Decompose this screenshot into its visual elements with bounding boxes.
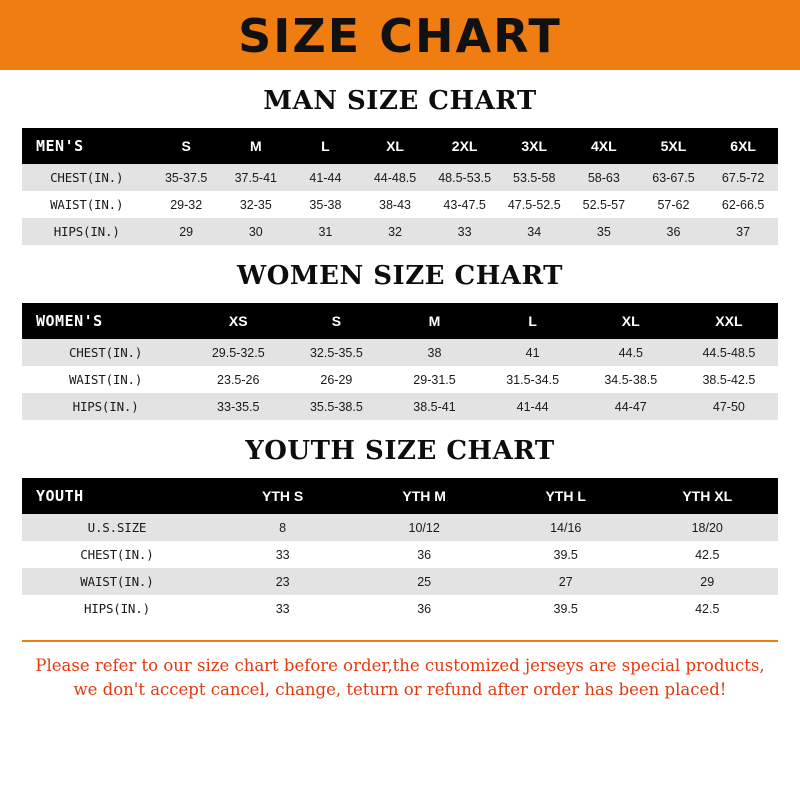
table-cell: 10/12 [353, 514, 495, 541]
table-cell: 33 [212, 595, 354, 622]
table-row [22, 595, 778, 622]
table-cell: 63-67.5 [639, 164, 709, 191]
table-cell: 14/16 [495, 514, 637, 541]
table-cell: 27 [495, 568, 637, 595]
table-cell: 33-35.5 [189, 393, 287, 420]
table-cell: 42.5 [636, 541, 778, 568]
table-cell: 32-35 [221, 191, 291, 218]
table-header-row [22, 128, 778, 164]
women-table-body [22, 339, 778, 420]
header-band [0, 0, 800, 70]
youth-col-l: YTH L [495, 478, 637, 514]
chart-content [0, 86, 800, 702]
women-col-xxl: XXL [680, 303, 778, 339]
table-cell: 47.5-52.5 [499, 191, 569, 218]
youth-col-s: YTH S [212, 478, 354, 514]
man-col-l: L [291, 128, 361, 164]
man-col-4xl: 4XL [569, 128, 639, 164]
man-row-head: MEN'S [22, 128, 151, 164]
youth-size-table [22, 478, 778, 622]
table-row [22, 366, 778, 393]
section-title-youth: YOUTH SIZE CHART [245, 436, 555, 466]
table-cell: 36 [639, 218, 709, 245]
section-title-women: WOMEN SIZE CHART [237, 261, 563, 291]
table-row [22, 164, 778, 191]
table-cell: 37.5-41 [221, 164, 291, 191]
table-cell: 29 [636, 568, 778, 595]
table-cell: 42.5 [636, 595, 778, 622]
women-col-xl: XL [582, 303, 680, 339]
table-cell: 8 [212, 514, 354, 541]
youth-row-label-chest: CHEST(IN.) [22, 541, 212, 568]
table-header-row [22, 303, 778, 339]
section-man [22, 86, 778, 245]
table-cell: 34.5-38.5 [582, 366, 680, 393]
table-cell: 35-38 [291, 191, 361, 218]
man-row-label-chest: CHEST(IN.) [22, 164, 151, 191]
table-cell: 62-66.5 [708, 191, 778, 218]
table-row [22, 514, 778, 541]
table-row [22, 339, 778, 366]
man-col-m: M [221, 128, 291, 164]
table-cell: 25 [353, 568, 495, 595]
footer-note [22, 640, 778, 702]
table-cell: 67.5-72 [708, 164, 778, 191]
man-col-3xl: 3XL [499, 128, 569, 164]
table-row [22, 393, 778, 420]
table-cell: 32 [360, 218, 430, 245]
table-cell: 38.5-41 [385, 393, 483, 420]
youth-col-xl: YTH XL [636, 478, 778, 514]
youth-col-m: YTH M [353, 478, 495, 514]
table-cell: 41-44 [291, 164, 361, 191]
youth-row-label-hips: HIPS(IN.) [22, 595, 212, 622]
footer-note-line-1: Please refer to our size chart before order,the customized jerseys are special products, [35, 656, 765, 675]
table-cell: 35-37.5 [151, 164, 221, 191]
women-col-m: M [385, 303, 483, 339]
footer-note-line-2: we don't accept cancel, change, teturn or refund after order has been placed! [73, 679, 727, 699]
table-cell: 29-31.5 [385, 366, 483, 393]
table-cell: 52.5-57 [569, 191, 639, 218]
table-cell: 31.5-34.5 [484, 366, 582, 393]
man-col-5xl: 5XL [639, 128, 709, 164]
table-header-row [22, 478, 778, 514]
table-cell: 32.5-35.5 [287, 339, 385, 366]
table-cell: 30 [221, 218, 291, 245]
table-cell: 35 [569, 218, 639, 245]
table-cell: 47-50 [680, 393, 778, 420]
youth-row-head: YOUTH [22, 478, 212, 514]
table-cell: 29.5-32.5 [189, 339, 287, 366]
women-row-label-chest: CHEST(IN.) [22, 339, 189, 366]
table-cell: 44.5 [582, 339, 680, 366]
table-row [22, 568, 778, 595]
table-cell: 37 [708, 218, 778, 245]
table-cell: 35.5-38.5 [287, 393, 385, 420]
table-cell: 44-47 [582, 393, 680, 420]
youth-table-head [22, 478, 778, 514]
table-cell: 41-44 [484, 393, 582, 420]
table-row [22, 218, 778, 245]
table-cell: 48.5-53.5 [430, 164, 500, 191]
table-cell: 39.5 [495, 541, 637, 568]
table-cell: 29 [151, 218, 221, 245]
women-row-label-hips: HIPS(IN.) [22, 393, 189, 420]
table-cell: 34 [499, 218, 569, 245]
man-table-body [22, 164, 778, 245]
man-col-2xl: 2XL [430, 128, 500, 164]
table-cell: 53.5-58 [499, 164, 569, 191]
women-col-s: S [287, 303, 385, 339]
table-cell: 36 [353, 595, 495, 622]
women-row-head: WOMEN'S [22, 303, 189, 339]
women-col-l: L [484, 303, 582, 339]
section-youth [22, 436, 778, 622]
table-cell: 41 [484, 339, 582, 366]
table-row [22, 191, 778, 218]
table-cell: 58-63 [569, 164, 639, 191]
man-row-label-waist: WAIST(IN.) [22, 191, 151, 218]
table-cell: 23.5-26 [189, 366, 287, 393]
women-size-table [22, 303, 778, 420]
table-cell: 43-47.5 [430, 191, 500, 218]
man-col-6xl: 6XL [708, 128, 778, 164]
man-row-label-hips: HIPS(IN.) [22, 218, 151, 245]
table-cell: 36 [353, 541, 495, 568]
youth-table-body [22, 514, 778, 622]
table-cell: 57-62 [639, 191, 709, 218]
women-table-head [22, 303, 778, 339]
youth-row-label-waist: WAIST(IN.) [22, 568, 212, 595]
table-cell: 39.5 [495, 595, 637, 622]
women-col-xs: XS [189, 303, 287, 339]
table-cell: 26-29 [287, 366, 385, 393]
table-cell: 33 [212, 541, 354, 568]
table-cell: 33 [430, 218, 500, 245]
table-cell: 38.5-42.5 [680, 366, 778, 393]
man-col-xl: XL [360, 128, 430, 164]
man-col-s: S [151, 128, 221, 164]
table-cell: 44-48.5 [360, 164, 430, 191]
table-cell: 18/20 [636, 514, 778, 541]
table-cell: 38 [385, 339, 483, 366]
table-cell: 31 [291, 218, 361, 245]
table-cell: 38-43 [360, 191, 430, 218]
table-cell: 44.5-48.5 [680, 339, 778, 366]
table-cell: 29-32 [151, 191, 221, 218]
women-row-label-waist: WAIST(IN.) [22, 366, 189, 393]
section-women [22, 261, 778, 420]
man-size-table [22, 128, 778, 245]
table-cell: 23 [212, 568, 354, 595]
youth-row-label-ussize: U.S.SIZE [22, 514, 212, 541]
man-table-head [22, 128, 778, 164]
page-title: SIZE CHART [238, 9, 562, 63]
section-title-man: MAN SIZE CHART [263, 86, 537, 116]
table-row [22, 541, 778, 568]
